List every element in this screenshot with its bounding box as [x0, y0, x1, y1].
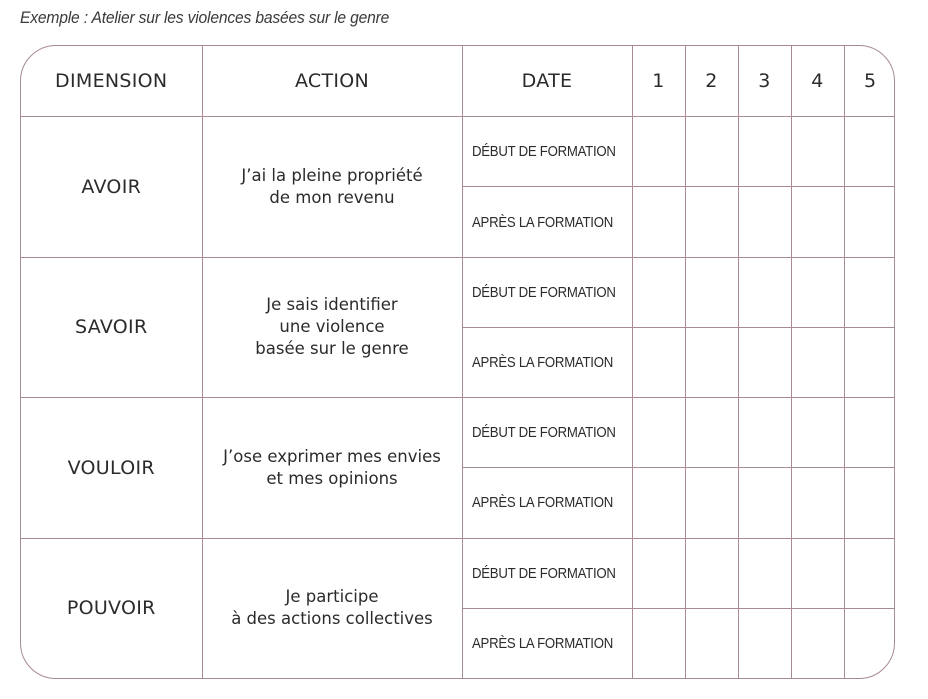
score-cell[interactable] — [844, 398, 895, 468]
date-before-cell — [462, 398, 632, 468]
score-cell[interactable] — [791, 117, 844, 187]
table-row — [21, 538, 895, 608]
score-cell[interactable] — [844, 608, 895, 678]
dimension-cell: AVOIR — [21, 117, 202, 257]
header-scale-3: 3 — [738, 46, 791, 117]
date-before-cell — [462, 117, 632, 187]
score-cell[interactable] — [844, 468, 895, 538]
table-caption: Exemple : Atelier sur les violences basées sur le genre — [20, 8, 390, 27]
score-cell[interactable] — [632, 398, 685, 468]
score-cell[interactable] — [632, 538, 685, 608]
score-cell[interactable] — [844, 257, 895, 327]
score-cell[interactable] — [844, 538, 895, 608]
score-cell[interactable] — [738, 398, 791, 468]
header-scale-4: 4 — [791, 46, 844, 117]
date-before-cell — [462, 257, 632, 327]
date-after-cell — [462, 187, 632, 257]
score-cell[interactable] — [791, 398, 844, 468]
header-date: DATE — [462, 46, 632, 117]
header-scale-1: 1 — [632, 46, 685, 117]
dimension-cell: VOULOIR — [21, 398, 202, 538]
header-scale-5: 5 — [844, 46, 895, 117]
score-cell[interactable] — [738, 187, 791, 257]
score-cell[interactable] — [632, 187, 685, 257]
date-after-cell — [462, 327, 632, 397]
score-cell[interactable] — [685, 538, 738, 608]
date-before-label: DÉBUT DE FORMATION — [471, 564, 616, 582]
date-after-label: APRÈS LA FORMATION — [471, 213, 613, 231]
score-cell[interactable] — [685, 117, 738, 187]
date-after-cell — [462, 468, 632, 538]
date-before-label: DÉBUT DE FORMATION — [471, 143, 616, 161]
score-cell[interactable] — [844, 187, 895, 257]
dimension-cell: POUVOIR — [21, 538, 202, 678]
score-cell[interactable] — [685, 257, 738, 327]
evaluation-table — [20, 45, 895, 679]
header-row — [21, 46, 895, 117]
date-after-label: APRÈS LA FORMATION — [471, 494, 613, 512]
dimension-cell: SAVOIR — [21, 257, 202, 397]
score-cell[interactable] — [685, 187, 738, 257]
evaluation-grid — [21, 46, 895, 678]
score-cell[interactable] — [791, 608, 844, 678]
score-cell[interactable] — [738, 608, 791, 678]
score-cell[interactable] — [791, 327, 844, 397]
score-cell[interactable] — [685, 398, 738, 468]
score-cell[interactable] — [632, 468, 685, 538]
date-before-label: DÉBUT DE FORMATION — [471, 424, 616, 442]
action-cell: Je participe à des actions collectives — [202, 538, 462, 678]
date-before-cell — [462, 538, 632, 608]
score-cell[interactable] — [844, 117, 895, 187]
score-cell[interactable] — [844, 327, 895, 397]
date-after-label: APRÈS LA FORMATION — [471, 353, 613, 371]
date-after-label: APRÈS LA FORMATION — [471, 634, 613, 652]
score-cell[interactable] — [685, 608, 738, 678]
score-cell[interactable] — [685, 468, 738, 538]
table-row — [21, 398, 895, 468]
score-cell[interactable] — [632, 117, 685, 187]
score-cell[interactable] — [738, 257, 791, 327]
score-cell[interactable] — [791, 187, 844, 257]
action-cell: J’ose exprimer mes envies et mes opinions — [202, 398, 462, 538]
table-row — [21, 117, 895, 187]
score-cell[interactable] — [791, 468, 844, 538]
score-cell[interactable] — [791, 538, 844, 608]
score-cell[interactable] — [738, 538, 791, 608]
score-cell[interactable] — [685, 327, 738, 397]
header-scale-2: 2 — [685, 46, 738, 117]
action-cell: J’ai la pleine propriété de mon revenu — [202, 117, 462, 257]
date-after-cell — [462, 608, 632, 678]
score-cell[interactable] — [738, 117, 791, 187]
header-dimension: DIMENSION — [21, 46, 202, 117]
score-cell[interactable] — [632, 257, 685, 327]
score-cell[interactable] — [738, 327, 791, 397]
date-before-label: DÉBUT DE FORMATION — [471, 283, 616, 301]
score-cell[interactable] — [632, 327, 685, 397]
table-row — [21, 257, 895, 327]
header-action: ACTION — [202, 46, 462, 117]
score-cell[interactable] — [738, 468, 791, 538]
score-cell[interactable] — [632, 608, 685, 678]
score-cell[interactable] — [791, 257, 844, 327]
action-cell: Je sais identifier une violence basée sur le genre — [202, 257, 462, 397]
